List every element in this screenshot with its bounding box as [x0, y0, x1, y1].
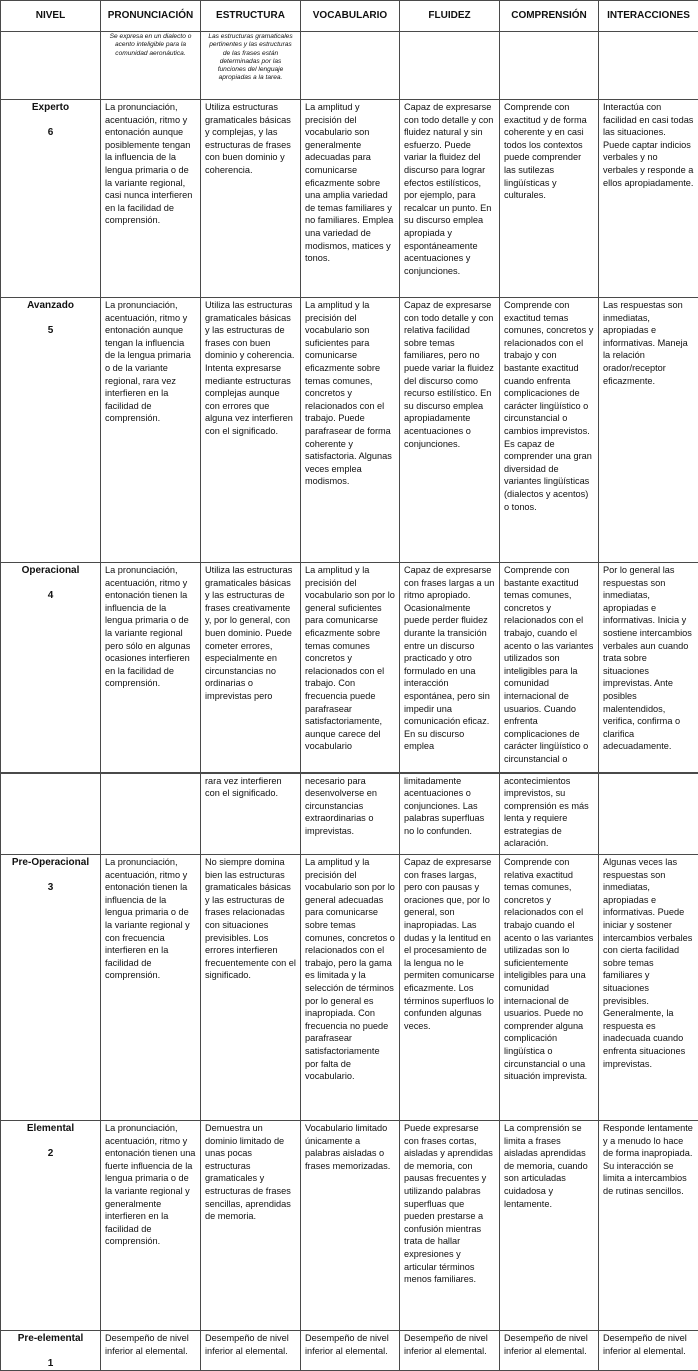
cell-fluidez: Puede expresarse con frases cortas, aisladas y aprendidas de memoria, con pausas frecuentes y utilizando palabras superfluas que pueden prestarse a confusión mientras trata de hallar expresiones y articular términos menos familiares.	[400, 1121, 500, 1331]
header-comprension: COMPRENSIÓN	[500, 1, 599, 32]
header-interacciones: INTERACCIONES	[599, 1, 698, 32]
level-elemental	[1, 1121, 101, 1331]
level-preoperacional	[1, 855, 101, 1121]
cell-comprension: Comprende con exactitud temas comunes, concretos y relacionados con el trabajo y con bastante exactitud cuando enfrenta complicaciones de carácter lingüístico o circunstancial o cambios imprevistos. Es capaz de comprender una gran diversidad de variantes lingüísticas (dialectos y acentos) o tonos.	[500, 298, 599, 563]
level-name: Elemental	[27, 1123, 74, 1134]
level-number: 2	[5, 1147, 96, 1160]
cell-interacciones: Responde lentamente y a menudo lo hace de forma inapropiada. Su interacción se limita a intercambios de rutinas sencillos.	[599, 1121, 698, 1331]
cell-estructura: Utiliza las estructuras gramaticales básicas y las estructuras de frases con buen dominio y coherencia. Intenta expresarse mediante estructuras complejas aunque con errores que alguna vez interfieren con el significado.	[201, 298, 301, 563]
row-preoperacional	[1, 855, 698, 1121]
cell-estructura: Utiliza estructuras gramaticales básicas y complejas, y las estructuras de frases con buen dominio y coherencia.	[201, 100, 301, 298]
cell-vocabulario: La amplitud y precisión del vocabulario son generalmente adecuadas para comunicarse eficazmente sobre una amplia variedad de temas familiares y no familiares. Emplea una variedad de modismos, matices y tonos.	[301, 100, 400, 298]
row-avanzado	[1, 298, 698, 563]
cell-vocabulario: Desempeño de nivel inferior al elemental.	[301, 1331, 400, 1371]
level-name: Pre-elemental	[18, 1333, 84, 1344]
level-number: 3	[5, 881, 96, 894]
cell-fluidez: Capaz de expresarse con todo detalle y con relativa facilidad sobre temas familiares, pero no puede variar la fluidez del discurso como recurso estilístico. En su discurso emplea apropiadamente acentuaciones o conjunciones.	[400, 298, 500, 563]
level-name: Operacional	[22, 565, 80, 576]
cell-interacciones: Desempeño de nivel inferior al elemental.	[599, 1331, 698, 1371]
cell-interacciones: Las respuestas son inmediatas, apropiadas e informativas. Maneja la relación orador/receptor eficazmente.	[599, 298, 698, 563]
cont-nivel	[1, 773, 101, 855]
note-pronunciacion: Se expresa en un dialecto o acento inteligible para la comunidad aeronáutica.	[101, 32, 201, 100]
cell-estructura: rara vez interfieren con el significado.	[201, 773, 301, 855]
cell-fluidez: Desempeño de nivel inferior al elemental.	[400, 1331, 500, 1371]
level-number: 6	[5, 126, 96, 139]
level-number: 1	[5, 1357, 96, 1370]
header-row	[1, 1, 698, 32]
level-number: 5	[5, 324, 96, 337]
cell-pronunciacion: La pronunciación, acentuación, ritmo y entonación aunque tengan la influencia de la lengua primaria o de la variante regional, rara vez interfieren en la facilidad de comprensión.	[101, 298, 201, 563]
cell-fluidez: Capaz de expresarse con todo detalle y con fluidez natural y sin esfuerzo. Puede variar la fluidez del discurso para lograr efectos estilísticos, por ejemplo, para recalcar un punto. En su discurso emplea apropiada y espontáneamente acentuaciones y conjunciones.	[400, 100, 500, 298]
cont-interacciones	[599, 773, 698, 855]
header-nivel: NIVEL	[1, 1, 101, 32]
header-fluidez: FLUIDEZ	[400, 1, 500, 32]
cell-comprension: La comprensión se limita a frases aisladas aprendidas de memoria, cuando son articuladas cuidadosa y lentamente.	[500, 1121, 599, 1331]
cell-vocabulario: La amplitud y la precisión del vocabulario son suficientes para comunicarse eficazmente sobre temas comunes, concretos y relacionados con el trabajo. Puede parafrasear de forma coherente y satisfactoria. Algunas veces emplea modismos.	[301, 298, 400, 563]
cell-estructura: Demuestra un dominio limitado de unas pocas estructuras gramaticales y estructuras de frases sencillas, aprendidas de memoria.	[201, 1121, 301, 1331]
header-vocabulario: VOCABULARIO	[301, 1, 400, 32]
cell-vocabulario: La amplitud y la precisión del vocabulario son por lo general suficientes para comunicarse eficazmente sobre temas comunes concretos y relacionados con el trabajo. Con frecuencia puede parafrasear satisfactoriamente, aunque carece del vocabulario	[301, 563, 400, 773]
cell-vocabulario: La amplitud y la precisión del vocabulario son por lo general adecuadas para comunicarse sobre temas comunes, concretos o relacionados con el trabajo, pero la gama es limitada y la selección de términos por lo general es inapropiada. Con frecuencia no puede parafrasear satisfactoriamente por falta de vocabulario.	[301, 855, 400, 1121]
row-preelemental	[1, 1331, 698, 1371]
cell-pronunciacion: La pronunciación, acentuación, ritmo y entonación tienen la influencia de la lengua primaria o de la variante regional pero sólo en algunas ocasiones interfieren en la facilidad de comprensión.	[101, 563, 201, 773]
level-experto	[1, 100, 101, 298]
notes-fluidez	[400, 32, 500, 100]
cell-comprension: Desempeño de nivel inferior al elemental.	[500, 1331, 599, 1371]
cell-interacciones: Interactúa con facilidad en casi todas las situaciones. Puede captar indicios verbales y no verbales y responde a ellos apropiadamente.	[599, 100, 698, 298]
cell-estructura: Utiliza las estructuras gramaticales básicas y las estructuras de frases creativamente y, por lo general, con buen dominio. Puede cometer errores, especialmente en circunstancias no ordinarias o imprevistas pero	[201, 563, 301, 773]
row-experto	[1, 100, 698, 298]
header-pronunciacion: PRONUNCIACIÓN	[101, 1, 201, 32]
row-operacional	[1, 563, 698, 773]
cell-pronunciacion: La pronunciación, acentuación, ritmo y entonación tienen la influencia de la lengua primaria o de la variante regional y con frecuencia interfieren en la facilidad de comprensión.	[101, 855, 201, 1121]
notes-vocabulario	[301, 32, 400, 100]
cell-comprension: Comprende con relativa exactitud temas comunes, concretos y relacionados con el trabajo cuando el acento o las variantes utilizadas son lo suficientemente inteligibles para una comunidad internacional de usuarios. Puede no comprender alguna complicación lingüística o circunstancial o una situación imprevista.	[500, 855, 599, 1121]
cell-estructura: Desempeño de nivel inferior al elemental.	[201, 1331, 301, 1371]
notes-interacciones	[599, 32, 698, 100]
notes-nivel	[1, 32, 101, 100]
cont-pronunciacion	[101, 773, 201, 855]
notes-row	[1, 32, 698, 100]
row-elemental	[1, 1121, 698, 1331]
cell-fluidez: Capaz de expresarse con frases largas, pero con pausas y oraciones que, por lo general, son inapropiadas. Las dudas y la lentitud en el procesamiento de la lengua no le permiten comunicarse eficazmente. Los términos superfluos lo confunden algunas veces.	[400, 855, 500, 1121]
level-operacional	[1, 563, 101, 773]
notes-comprension	[500, 32, 599, 100]
cell-interacciones: Algunas veces las respuestas son inmediatas, apropiadas e informativas. Puede iniciar y sostener intercambios verbales con cierta facilidad sobre temas familiares y situaciones previsibles. Generalmente, la respuesta es inadecuada cuando enfrenta situaciones imprevistas.	[599, 855, 698, 1121]
cell-pronunciacion: Desempeño de nivel inferior al elemental.	[101, 1331, 201, 1371]
cell-pronunciacion: La pronunciación, acentuación, ritmo y entonación aunque posiblemente tengan la influencia de la lengua primaria o de la variante regional, casi nunca interfieren en la facilidad de comprensión.	[101, 100, 201, 298]
cell-comprension: acontecimientos imprevistos, su comprensión es más lenta y requiere estrategias de aclaración.	[500, 773, 599, 855]
level-name: Avanzado	[27, 300, 74, 311]
cell-vocabulario: Vocabulario limitado únicamente a palabras aisladas o frases memorizadas.	[301, 1121, 400, 1331]
level-name: Pre-Operacional	[12, 857, 89, 868]
note-estructura: Las estructuras gramaticales pertinentes y las estructuras de las frases están determinadas por las funciones del lenguaje apropiadas a la tarea.	[201, 32, 301, 100]
row-operacional-continued	[1, 773, 698, 855]
cell-comprension: Comprende con exactitud y de forma coherente y en casi todos los contextos puede comprender las sutilezas lingüísticas y culturales.	[500, 100, 599, 298]
cell-estructura: No siempre domina bien las estructuras gramaticales básicas y las estructuras de frases relacionadas con situaciones previsibles. Los errores interfieren frecuentemente con el significado.	[201, 855, 301, 1121]
cell-comprension: Comprende con bastante exactitud temas comunes, concretos y relacionados con el trabajo, cuando el acento o las variantes utilizados son inteligibles para la comunidad internacional de usuarios. Cuando enfrenta complicaciones de carácter lingüístico o circunstancial o	[500, 563, 599, 773]
cell-vocabulario: necesario para desenvolverse en circunstancias extraordinarias o imprevistas.	[301, 773, 400, 855]
header-estructura: ESTRUCTURA	[201, 1, 301, 32]
level-preelemental	[1, 1331, 101, 1371]
cell-pronunciacion: La pronunciación, acentuación, ritmo y entonación tienen una fuerte influencia de la lengua primaria o de la variante regional y generalmente interfieren en la facilidad de comprensión.	[101, 1121, 201, 1331]
level-avanzado	[1, 298, 101, 563]
level-number: 4	[5, 589, 96, 602]
cell-fluidez: Capaz de expresarse con frases largas a un ritmo apropiado. Ocasionalmente puede perder fluidez durante la transición entre un discurso practicado y otro formulado en una interacción espontánea, pero sin impedir una comunicación eficaz. En su discurso emplea	[400, 563, 500, 773]
cell-interacciones: Por lo general las respuestas son inmediatas, apropiadas e informativas. Inicia y sostiene intercambios verbales aun cuando trata sobre situaciones imprevistas. Ante posibles malentendidos, verifica, confirma o clarifica adecuadamente.	[599, 563, 698, 773]
cell-fluidez: limitadamente acentuaciones o conjunciones. Las palabras superfluas no lo confunden.	[400, 773, 500, 855]
level-name: Experto	[32, 102, 69, 113]
